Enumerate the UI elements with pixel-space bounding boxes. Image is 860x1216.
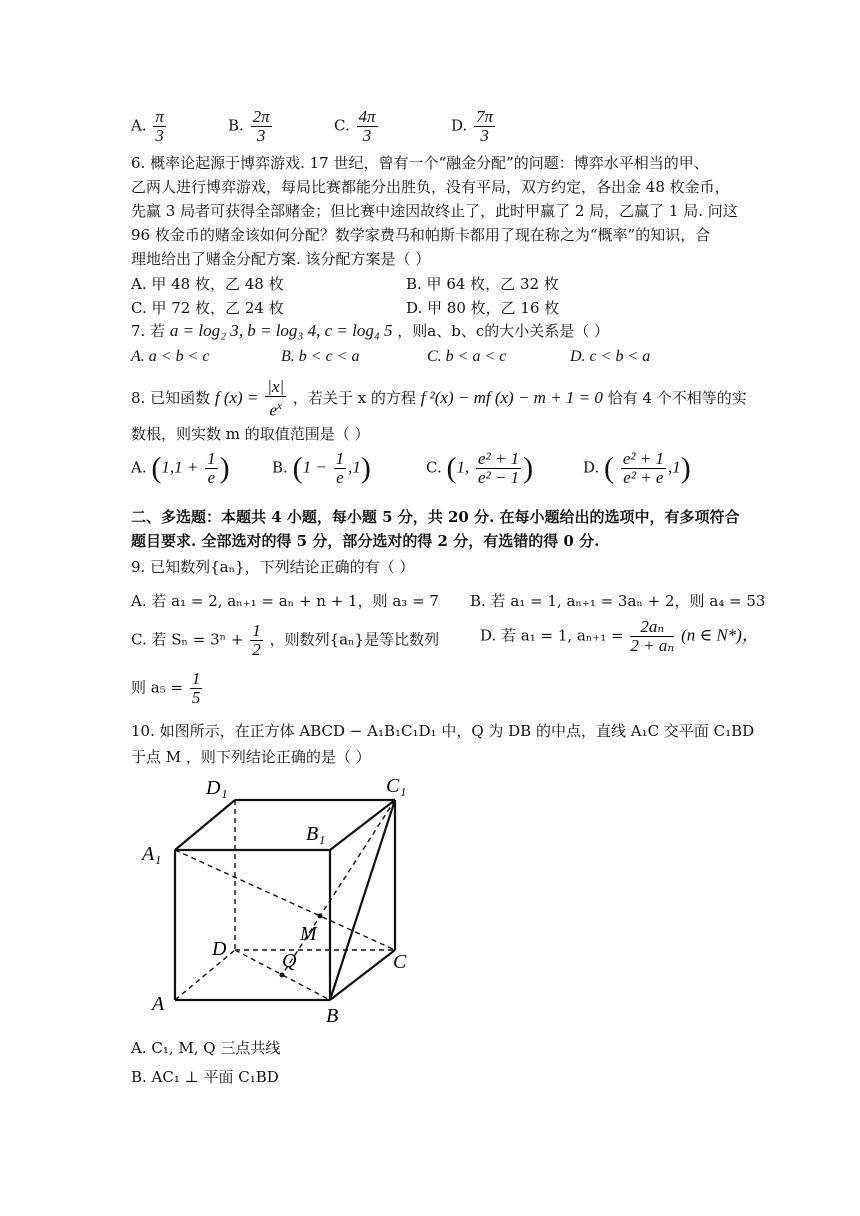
- q9-option-d-line-2: 则 a₅ = $\frac{1}{5}$: [131, 669, 201, 707]
- q9-stem: 9. 已知数列{aₙ}，下列结论正确的有（ ）: [131, 558, 415, 576]
- label-c1: C₁: [386, 775, 407, 797]
- q10-option-b: B. AC₁ ⊥ 平面 C₁BD: [131, 1068, 279, 1086]
- q8-option-c: C. (1, $\frac{\text{e² + 1}}{\text{e² − 1}}$ ): [426, 449, 534, 487]
- point-q: [280, 973, 285, 978]
- section-2-heading-line-1: 二、多选题：本题共 4 小题，每小题 5 分，共 20 分. 在每小题给出的选项中，有多项符合: [131, 508, 740, 526]
- label-a: A: [152, 993, 165, 1015]
- q6-line-2: 乙两人进行博弈游戏，每局比赛都能分出胜负，没有平局，双方约定，各出金 48 枚金币，: [131, 178, 730, 196]
- q7-option-d: D. c < b < a: [570, 348, 651, 365]
- q5-option-b: B. $\frac{2\pi}{3}$: [228, 107, 270, 145]
- q6-line-1: 6. 概率论起源于博弈游戏. 17 世纪，曾有一个“融金分配”的问题：博弈水平相当的甲、: [131, 154, 709, 172]
- point-m: [318, 914, 323, 919]
- q7-option-b: B. b < c < a: [281, 348, 360, 365]
- q6-line-5: 理地给出了赌金分配方案. 该分配方案是（ ）: [131, 250, 431, 268]
- q10-stem-line-1: 10. 如图所示，在正方体 ABCD − A₁B₁C₁D₁ 中，Q 为 DB 的中点，直线 A₁C 交平面 C₁BD: [131, 722, 755, 740]
- q6-line-4: 96 枚金币的赌金该如何分配？数学家费马和帕斯卡都用了现在称之为“概率”的知识，合: [131, 226, 711, 244]
- q7-option-c: C. b < a < c: [427, 348, 507, 365]
- q8-option-a: A. (1,1 + $\frac{1}{e}$ ): [131, 449, 230, 487]
- q9-option-b: B. 若 a₁ = 1, aₙ₊₁ = 3aₙ + 2，则 a₄ = 53: [470, 592, 766, 610]
- section-2-heading-line-2: 题目要求. 全部选对的得 5 分，部分选对的得 2 分，有选错的得 0 分.: [131, 532, 600, 550]
- label-q: Q: [282, 950, 297, 972]
- q9-option-c: C. 若 Sₙ = 3ⁿ + $\frac{1}{2}$ ，则数列{aₙ}是等比数列: [131, 621, 440, 659]
- q6-option-b: B. 甲 64 枚，乙 32 枚: [406, 275, 559, 293]
- q10-stem-line-2: 于点 M ，则下列结论正确的是（ ）: [131, 748, 371, 766]
- q6-option-a: A. 甲 48 枚，乙 48 枚: [131, 275, 284, 293]
- label-b: B: [326, 1005, 339, 1027]
- q5-option-c: C. $\frac{4\pi}{3}$: [334, 107, 376, 145]
- q8-option-d: D. ( $\frac{\text{e² + 1}}{\text{e² + e}}$ ,1): [583, 449, 691, 487]
- q9-option-a: A. 若 a₁ = 2, aₙ₊₁ = aₙ + n + 1，则 a₃ = 7: [131, 592, 439, 610]
- q7-stem: 7. 若 a = log₂ 3, b = log₃ 4, c = log₄ 5 ，则a、b、c的大小关系是（ ）: [131, 321, 609, 340]
- label-d: D: [212, 938, 227, 960]
- q10-option-a: A. C₁, M, Q 三点共线: [131, 1039, 281, 1057]
- q7-option-a: A. a < b < c: [131, 348, 210, 365]
- label-d1: D₁: [206, 777, 228, 799]
- label-c: C: [393, 951, 407, 973]
- q8-stem-line-2: 数根，则实数 m 的取值范围是（ ）: [131, 425, 370, 443]
- q8-stem: 8. 已知函数 f (x) = $\frac{|x|}{e^x}$ ，若关于 x 的方程 f ²(x) − mf (x) − m + 1 = 0 恰有 4 个不相等的实: [131, 377, 747, 420]
- q5-option-a: A. $\frac{\pi}{3}$: [131, 107, 164, 145]
- q5-option-d: D. $\frac{7\pi}{3}$: [451, 107, 494, 145]
- q6-option-c: C. 甲 72 枚，乙 24 枚: [131, 299, 284, 317]
- cube-figure: [140, 770, 430, 1030]
- label-b1: B₁: [306, 823, 326, 845]
- label-a1: A₁: [142, 843, 162, 865]
- q6-line-3: 先赢 3 局者可获得全部赌金；但比赛中途因故终止了，此时甲赢了 2 局，乙赢了 1 局. 问这: [131, 202, 738, 220]
- q9-option-d: D. 若 a₁ = 1, aₙ₊₁ = $\frac{\text{2aₙ}}{\text{2 + aₙ}}$ (n ∈ N*)，: [480, 617, 759, 655]
- label-m: M: [300, 923, 317, 945]
- q8-option-b: B. (1 − $\frac{1}{e}$ ,1): [272, 449, 371, 487]
- q6-option-d: D. 甲 80 枚，乙 16 枚: [406, 299, 560, 317]
